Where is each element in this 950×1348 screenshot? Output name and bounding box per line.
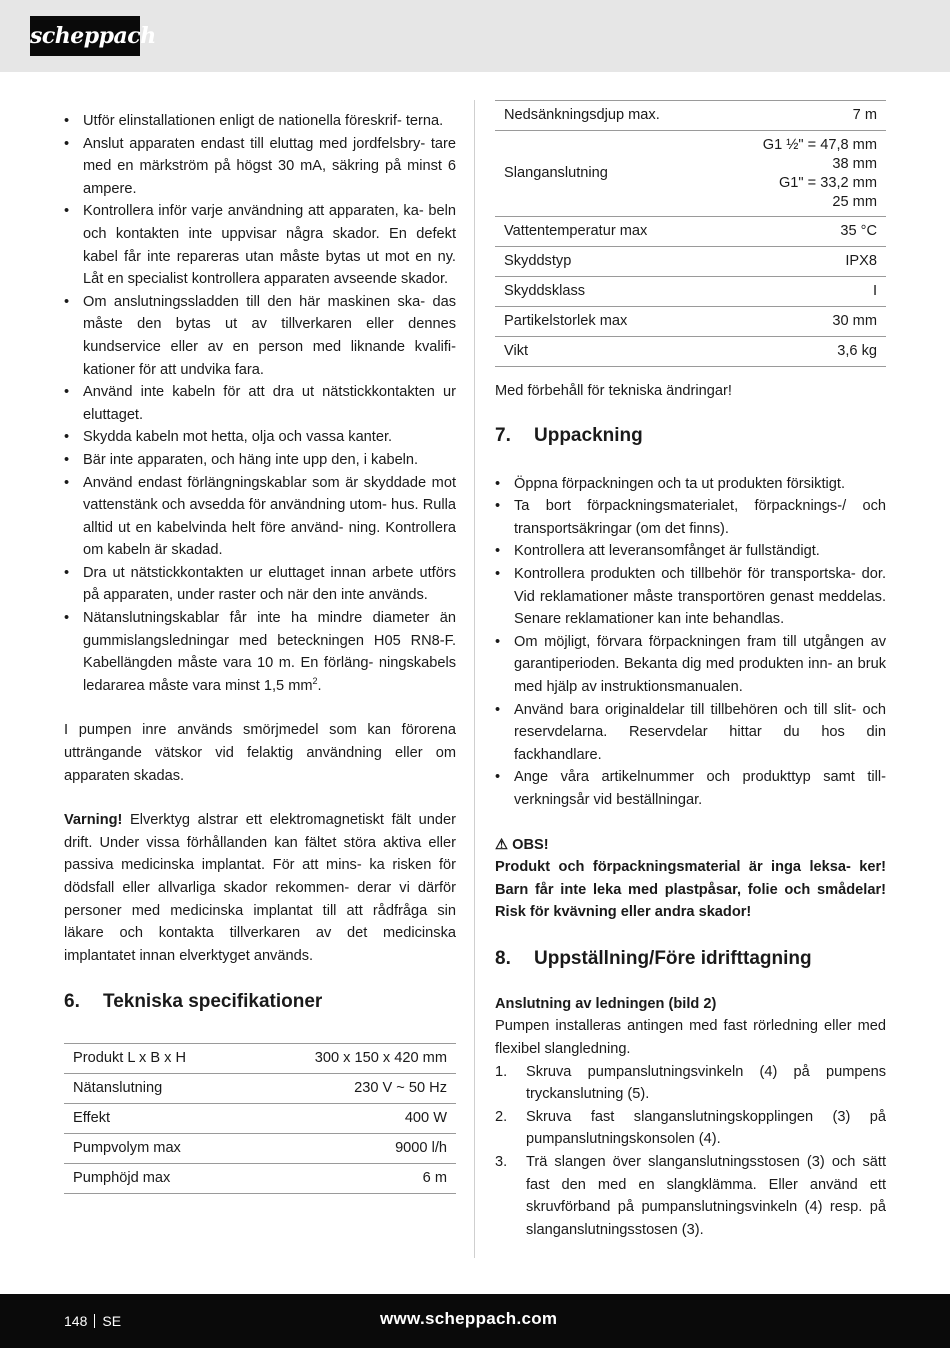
spec-value: 35 °C (717, 217, 886, 247)
list-item: • Kontrollera produkten och tillbehör för transportska- dor. Vid reklamationer måste transportören genast meddelas. Senare reklamationer kan inte behandlas. (495, 563, 886, 631)
table-row (64, 1134, 456, 1164)
table-row (495, 131, 886, 217)
steps-list (495, 1061, 886, 1242)
list-item: • Om möjligt, förvara förpackningen fram till utgången av garantiperioden. Bekanta dig med produkten inn- an bruk med hjälp av instruktionsmanualen. (495, 631, 886, 699)
spec-label: Vikt (495, 337, 717, 367)
page-number-value: 148 (64, 1313, 88, 1329)
spec-label: Nätanslutning (64, 1074, 247, 1104)
spec-value-line: G1 ½" = 47,8 mm (762, 136, 877, 153)
spec-label: Pumpvolym max (64, 1134, 247, 1164)
spec-label: Vattentemperatur max (495, 217, 717, 247)
page-footer (0, 1294, 950, 1348)
section-6-heading (64, 990, 456, 1014)
website-link[interactable]: www.scheppach.com (380, 1309, 558, 1328)
table-row (495, 247, 886, 277)
spec-value: 9000 l/h (247, 1134, 456, 1164)
section-title: Tekniska specifikationer (103, 991, 323, 1013)
step-text: Skruva fast slanganslutningskopplingen (3) på pumpanslutningskonsolen (4). (526, 1108, 886, 1148)
table-row (495, 337, 886, 367)
list-item: • Anslut apparaten endast till eluttag med jordfelsbry- tare med en märkström på högst 30 mA, säkring på minst 6 ampere. (64, 133, 456, 201)
step-number: 2. (495, 1108, 508, 1125)
spec-label: Partikelstorlek max (495, 307, 717, 337)
list-item (495, 1061, 886, 1106)
list-item: • Bär inte apparaten, och häng inte upp den, i kabeln. (64, 449, 456, 472)
spec-value: 3,6 kg (717, 337, 886, 367)
obs-label: OBS! (512, 836, 549, 853)
column-divider (474, 100, 475, 1258)
spec-value-line: G1" = 33,2 mm (778, 174, 877, 191)
table-row (64, 1074, 456, 1104)
list-item (495, 1151, 886, 1241)
warning-text: Elverktyg alstrar ett elektromagnetiskt fält under drift. Under vissa förhållanden kan fältet störa aktiva eller passiva medicinska implantat. För att mins- ka risken för dödsfall eller allvarliga skador rekommen- derar vi därför personer med medicinska implantat till att rådfråga sin läkare och kontakta tillverkaren av det medicinska implantatet innan elverktyget används. (64, 812, 456, 964)
spec-label: Effekt (64, 1104, 247, 1134)
connection-text: Pumpen installeras antingen med fast rörledning eller med flexibel slangledning. (495, 1018, 886, 1058)
obs-text: Produkt och förpackningsmaterial är inga leksa- ker! Barn får inte leka med plastpåsar, folie och smådelar! Risk för kvävning eller andra skador! (495, 859, 886, 921)
section-number: 6. (64, 991, 80, 1013)
list-item: • Kontrollera inför varje användning att apparaten, ka- beln och kontakten inte uppvisar några skador. En defekt kabel får inte repareras utan måste bytas ut mot en ny. Låt en specialist kontrollera apparaten avseende skador. (64, 200, 456, 290)
warning-paragraph (64, 809, 456, 967)
footer-separator (94, 1314, 95, 1328)
list-item-end: . (317, 677, 322, 694)
step-number: 1. (495, 1063, 508, 1080)
table-row (495, 277, 886, 307)
list-item: • Öppna förpackningen och ta ut produkten försiktigt. (495, 473, 886, 496)
connection-heading: Anslutning av ledningen (bild 2) (495, 995, 717, 1012)
list-item: • Ta bort förpackningsmaterialet, förpacknings-/ och transportsäkringar (om det finns). (495, 495, 886, 540)
spec-value: 6 m (247, 1164, 456, 1194)
right-column (495, 100, 886, 1241)
section-number: 7. (495, 424, 511, 446)
spec-table-right (495, 100, 886, 367)
table-row (495, 101, 886, 131)
list-item: • Skydda kabeln mot hetta, olja och vassa kanter. (64, 426, 456, 449)
list-item: • Ange våra artikelnummer och produkttyp samt till- verkningsår vid beställningar. (495, 766, 886, 811)
lubricant-paragraph: I pumpen inre används smörjmedel som kan förorena utträngande vätskor vid felaktig användning eller om apparaten skadas. (64, 722, 456, 784)
step-number: 3. (495, 1154, 508, 1171)
section-number: 8. (495, 947, 511, 969)
page-header (0, 0, 950, 72)
reservation-note: Med förbehåll för tekniska ändringar! (495, 383, 732, 399)
list-item: • Använd bara originaldelar till tillbehören och till slit- och reservdelarna. Reservdelar hittar du hos din fackhandlare. (495, 699, 886, 767)
superscript: 2 (312, 675, 318, 686)
list-item (64, 607, 456, 697)
table-row (64, 1104, 456, 1134)
list-item: • Dra ut nätstickkontakten ur eluttaget innan arbete utförs på apparaten, under raster och när den inte används. (64, 562, 456, 607)
spec-label: Skyddstyp (495, 247, 717, 277)
spec-label: Pumphöjd max (64, 1164, 247, 1194)
spec-label: Nedsänkningsdjup max. (495, 101, 717, 131)
step-text: Trä slangen över slanganslutningsstosen (3) och sätt fast den med en slangklämma. Eller använd ett skruvförband på pumpanslutningsvinkeln (4) resp. på slanganslutningsstosen (3). (526, 1154, 886, 1238)
spec-value: 300 x 150 x 420 mm (247, 1044, 456, 1074)
spec-table-left (64, 1043, 456, 1194)
spec-value: 400 W (247, 1104, 456, 1134)
scheppach-logo: scheppach (30, 16, 140, 56)
list-item: • Om anslutningssladden till den här maskinen ska- das måste den bytas ut av tillverkaren eller dennes kundservice eller av en person med liknande kvalifi- kationer för att undvika fara. (64, 291, 456, 381)
warning-label: Varning! (64, 812, 123, 829)
table-row (64, 1044, 456, 1074)
language-code: SE (102, 1313, 122, 1329)
left-column (64, 110, 456, 1194)
spec-label: Slanganslutning (495, 131, 717, 217)
list-item (495, 1106, 886, 1151)
spec-value: 7 m (717, 101, 886, 131)
unpack-bullet-list (495, 473, 886, 812)
spec-value (717, 131, 886, 217)
spec-value: 230 V ~ 50 Hz (247, 1074, 456, 1104)
spec-value: 30 mm (717, 307, 886, 337)
list-item: • Utför elinstallationen enligt de nationella föreskrif- terna. (64, 110, 456, 133)
spec-value: I (717, 277, 886, 307)
section-7-heading (495, 424, 886, 448)
list-item: • Använd inte kabeln för att dra ut nätstickkontakten ur eluttaget. (64, 381, 456, 426)
spec-label: Produkt L x B x H (64, 1044, 247, 1074)
page-number (64, 1311, 121, 1331)
section-title: Uppackning (534, 424, 643, 446)
list-item: • Kontrollera att leveransomfånget är fullständigt. (495, 540, 886, 563)
section-8-heading (495, 947, 886, 971)
list-item-text: Nätanslutningskablar får inte ha mindre diameter än gummislangsledningar med beteckningen H05 RN8-F. Kabellängden måste vara 10 m. En förläng- ningskabels ledararea måste vara minst 1,5 mm (83, 610, 456, 694)
warning-triangle-icon: ⚠ (495, 836, 509, 853)
table-row (495, 217, 886, 247)
spec-value-line: 38 mm (832, 155, 877, 172)
step-text: Skruva pumpanslutningsvinkeln (4) på pumpens tryckanslutning (5). (526, 1063, 886, 1103)
section-title: Uppställning/Före idrifttagning (534, 947, 812, 969)
spec-value: IPX8 (717, 247, 886, 277)
spec-label: Skyddsklass (495, 277, 717, 307)
safety-bullet-list (64, 110, 456, 697)
obs-title (495, 834, 886, 857)
table-row (64, 1164, 456, 1194)
list-item: • Använd endast förlängningskablar som är skyddade mot vattenstänk och avsedda för användning utom- hus. Rulla alltid ut en kabelvinda helt före använd- ning. Kontrollera om kabeln är skadad. (64, 472, 456, 562)
spec-value-line: 25 mm (832, 193, 877, 210)
table-row (495, 307, 886, 337)
